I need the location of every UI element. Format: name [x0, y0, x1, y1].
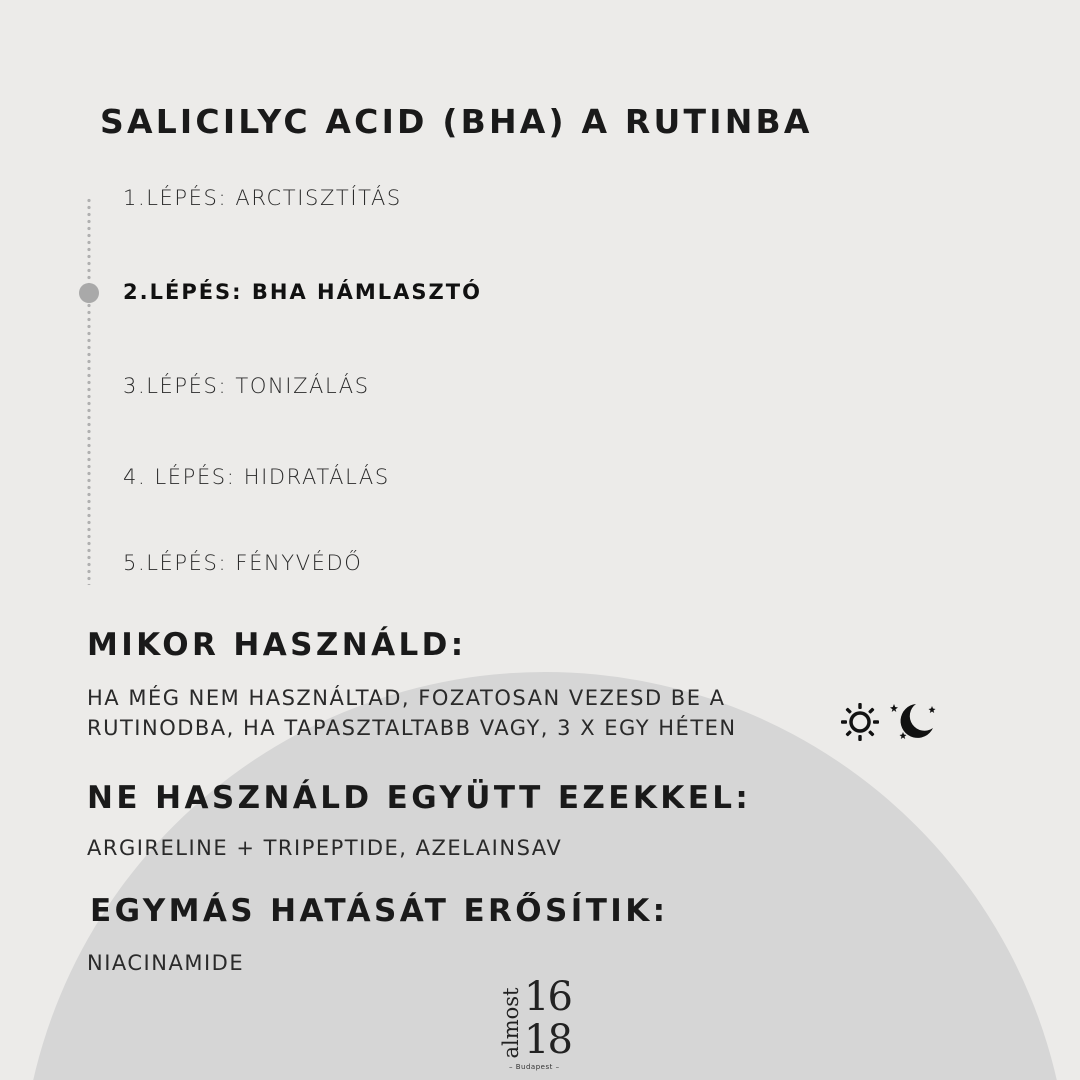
sun-icon	[840, 702, 880, 742]
when-to-use-heading: MIKOR HASZNÁLD:	[87, 627, 467, 663]
step-4: 4. LÉPÉS: HIDRATÁLÁS	[123, 465, 390, 489]
logo-number-bottom: 18	[524, 1017, 571, 1063]
boost-each-other-text: NIACINAMIDE	[87, 951, 245, 975]
do-not-combine-heading: NE HASZNÁLD EGYÜTT EZEKKEL:	[87, 780, 752, 816]
page-title: SALICILYC ACID (BHA) A RUTINBA	[100, 102, 813, 141]
when-to-use-line-2: RUTINODBA, HA TAPASZTALTABB VAGY, 3 X EGY HÉTEN	[87, 716, 737, 740]
logo-word: almost	[499, 987, 523, 1059]
step-1: 1.LÉPÉS: ARCTISZTÍTÁS	[123, 186, 402, 210]
step-2-active: 2.LÉPÉS: BHA HÁMLASZTÓ	[123, 280, 482, 304]
step-timeline	[87, 197, 91, 585]
timeline-active-marker	[79, 283, 99, 303]
step-3: 3.LÉPÉS: TONIZÁLÁS	[123, 374, 370, 398]
when-to-use-line-1: HA MÉG NEM HASZNÁLTAD, FOZATOSAN VEZESD BE A	[87, 686, 726, 710]
logo-city: – Budapest –	[509, 1063, 560, 1071]
boost-each-other-heading: EGYMÁS HATÁSÁT ERŐSÍTIK:	[90, 893, 669, 929]
step-5: 5.LÉPÉS: FÉNYVÉDŐ	[123, 551, 363, 575]
logo-number-top: 16	[524, 974, 571, 1020]
do-not-combine-text: ARGIRELINE + TRIPEPTIDE, AZELAINSAV	[87, 836, 563, 860]
moon-stars-icon	[886, 698, 938, 742]
brand-logo	[497, 975, 583, 1075]
